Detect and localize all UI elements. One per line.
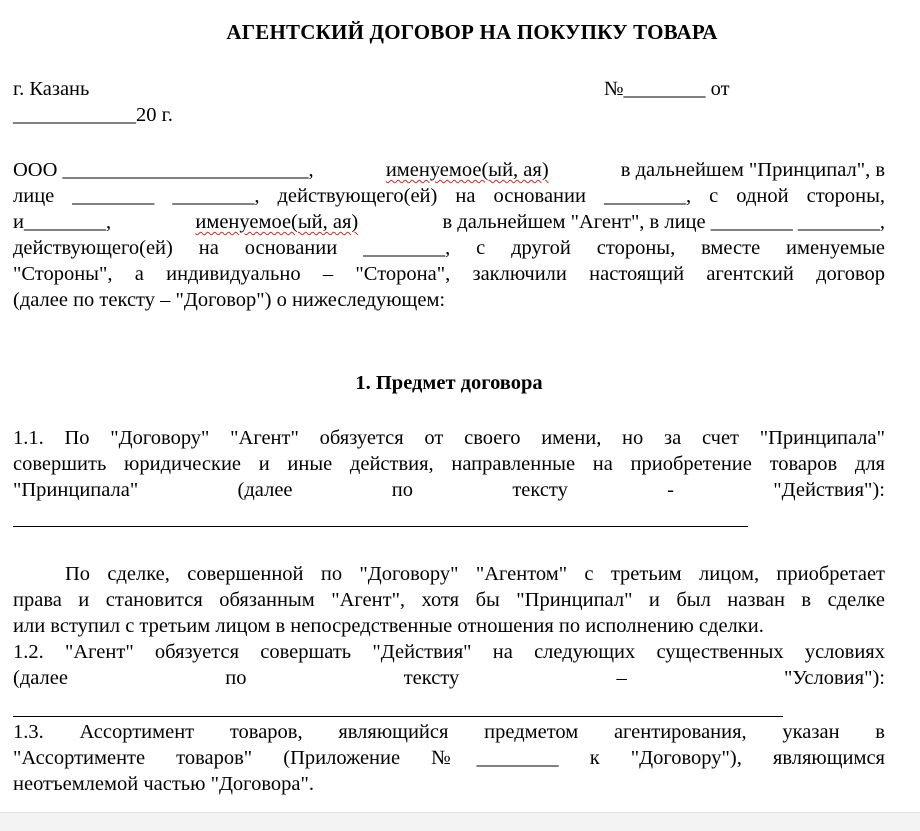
- clause-1-2-line-2: [13, 665, 885, 691]
- deal-paragraph-line-1: По сделке, совершенной по "Договору" "Агентом" с третьим лицом, приобретает: [65, 563, 885, 585]
- blank-fill-line: [13, 526, 748, 527]
- contract-number-line: №________ от: [604, 78, 730, 100]
- preamble-line-6: (далее по тексту – "Договор") о нижеследующем:: [13, 289, 446, 311]
- clause-1-3-line-3: неотъемлемой частью "Договора".: [13, 773, 314, 795]
- blank-fill-line: [13, 716, 783, 717]
- section-1-heading: 1. Предмет договора: [355, 372, 543, 394]
- preamble-line-3: [13, 209, 885, 235]
- city-label: г. Казань: [13, 78, 90, 100]
- word: тексту: [403, 667, 460, 689]
- document-title: АГЕНТСКИЙ ДОГОВОР НА ПОКУПКУ ТОВАРА: [226, 20, 718, 44]
- clause-1-1-line-1: 1.1. По "Договору" "Агент" обязуется от своего имени, но за счет "Принципала": [13, 427, 885, 449]
- preamble-text: в дальнейшем "Принципал", в: [620, 159, 885, 181]
- word: "Действия"):: [773, 479, 885, 501]
- preamble-text: в дальнейшем "Агент", в лице ________ ________,: [442, 211, 886, 233]
- preamble-line-5: "Стороны", а индивидуально – "Сторона", заключили настоящий агентский договор: [13, 263, 885, 285]
- word: по: [225, 667, 247, 689]
- deal-paragraph-line-2: права и становится обязанным "Агент", хотя бы "Принципал" и был назван в сделке: [13, 589, 885, 611]
- clause-1-3-line-2: "Ассортименте товаров" (Приложение №________ к "Договору"), являющимся: [13, 747, 885, 769]
- preamble-line-2: лице ________ ________, действующего(ей) на основании ________, с одной стороны,: [13, 185, 885, 207]
- word: –: [616, 667, 627, 689]
- clause-1-3-line-1: 1.3. Ассортимент товаров, являющийся предметом агентирования, указан в: [13, 721, 885, 743]
- word: "Принципала": [13, 479, 139, 501]
- page-bottom-strip: [0, 812, 920, 831]
- preamble-line-4: действующего(ей) на основании ________, с другой стороны, вместе именуемые: [13, 237, 885, 259]
- word: "Условия"):: [784, 667, 885, 689]
- preamble-text: и________,: [13, 211, 112, 233]
- word: тексту: [512, 479, 568, 501]
- preamble-line-1: [13, 157, 885, 183]
- date-line: ____________20 г.: [13, 104, 173, 126]
- org-name-blank: ООО ________________________,: [13, 159, 314, 181]
- word: (далее: [13, 667, 68, 689]
- spellcheck-underlined-text: именуемое(ый, ая): [195, 211, 359, 233]
- clause-1-1-line-2: совершить юридические и иные действия, направленные на приобретение товаров для: [13, 453, 885, 475]
- clause-1-1-line-3: [13, 477, 885, 503]
- word: -: [667, 479, 674, 501]
- word: по: [391, 479, 414, 501]
- spellcheck-underlined-text: именуемое(ый, ая): [385, 159, 549, 181]
- deal-paragraph-line-3: или вступил с третьим лицом в непосредственные отношения по исполнению сделки.: [13, 615, 764, 637]
- clause-1-2-line-1: 1.2. "Агент" обязуется совершать "Действия" на следующих существенных условиях: [13, 641, 885, 663]
- word: (далее: [237, 479, 293, 501]
